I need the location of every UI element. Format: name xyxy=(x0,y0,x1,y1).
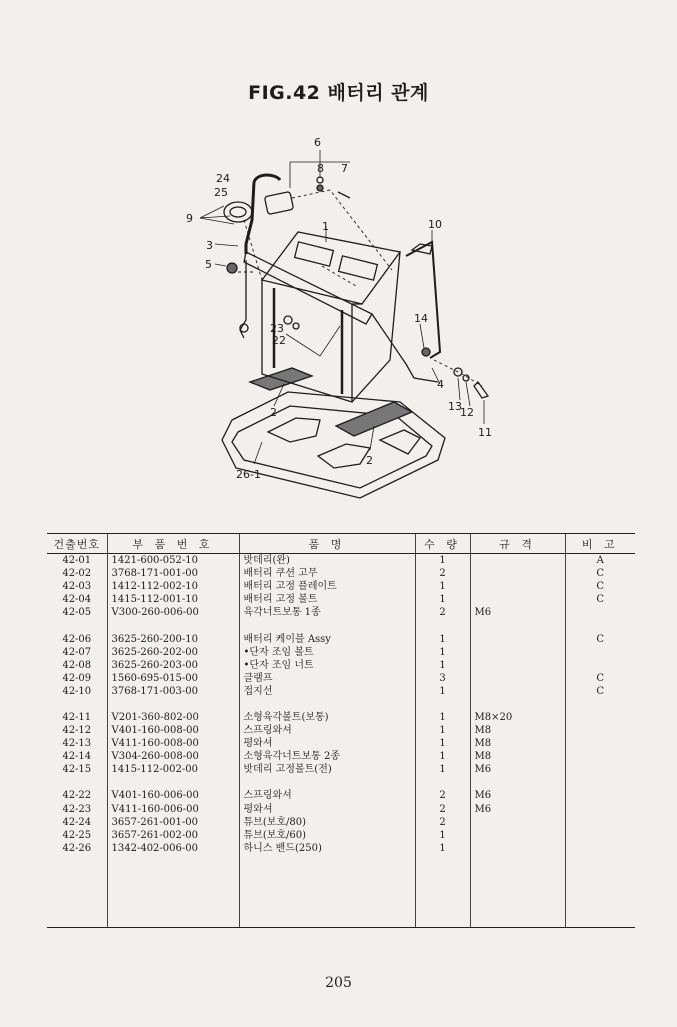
cell-part-name: 밧데리(완) xyxy=(239,554,415,568)
callout-23: 23 xyxy=(270,322,284,335)
cell-part-no: 1421-600-052-10 xyxy=(107,554,239,568)
table-row xyxy=(47,672,635,685)
cell-part-name: 배터리 쿠션 고무 xyxy=(239,567,415,580)
header-quantity: 수 량 xyxy=(415,534,470,554)
header-part-name: 품 명 xyxy=(239,534,415,554)
cell-ref-no: 42-22 xyxy=(62,790,92,802)
cell-remarks xyxy=(565,724,635,737)
cell-quantity: 1 xyxy=(415,829,470,842)
cell-remarks xyxy=(565,829,635,842)
callout-13: 13 xyxy=(448,400,462,413)
cell-remarks xyxy=(565,842,635,855)
cell-part-no: V411-160-006-00 xyxy=(107,803,239,816)
callout-6: 6 xyxy=(314,136,321,149)
table-header-row xyxy=(47,534,635,554)
cell-ref-no: 42-14 xyxy=(62,751,92,763)
cell-spec: M8 xyxy=(470,750,565,763)
spacer-cell xyxy=(47,619,107,632)
callout-2-right: 2 xyxy=(366,454,373,467)
parts-list-table xyxy=(47,533,635,928)
cell-ref-no: 42-13 xyxy=(62,738,92,750)
spacer-cell xyxy=(565,776,635,789)
cell-ref-no: 42-03 xyxy=(62,581,92,593)
cell-ref-no: 42-05 xyxy=(62,607,92,619)
cell-remarks: C xyxy=(565,580,635,593)
cell-spec xyxy=(470,593,565,606)
cell-spec xyxy=(470,554,565,568)
cell-part-name: 평와셔 xyxy=(239,737,415,750)
cell-part-no: V300-260-006-00 xyxy=(107,606,239,619)
callout-24: 24 xyxy=(216,172,230,185)
spacer-cell xyxy=(565,698,635,711)
cell-part-no: 1415-112-002-00 xyxy=(107,763,239,776)
table-row xyxy=(47,803,635,816)
spacer-cell xyxy=(107,698,239,711)
fixing-plate xyxy=(244,252,372,324)
header-part-no: 부 품 번 호 xyxy=(107,534,239,554)
terminal-cover xyxy=(264,191,293,214)
cell-remarks xyxy=(565,659,635,672)
cell-spec: M6 xyxy=(470,803,565,816)
table-row xyxy=(47,593,635,606)
cell-ref-no: 42-06 xyxy=(62,633,92,645)
cell-quantity: 1 xyxy=(415,750,470,763)
cell-part-name: 튜브(보호/60) xyxy=(239,829,415,842)
cell-part-name: 클램프 xyxy=(239,672,415,685)
spacer-cell xyxy=(470,619,565,632)
parts-list-body xyxy=(47,554,635,928)
cell-quantity: 1 xyxy=(415,646,470,659)
table-row xyxy=(47,659,635,672)
table-row xyxy=(47,763,635,776)
cell-ref-no: 42-24 xyxy=(62,816,92,828)
cell-ref-no: 42-12 xyxy=(62,725,92,737)
cell-remarks xyxy=(565,789,635,802)
cell-quantity: 1 xyxy=(415,593,470,606)
table-row xyxy=(47,606,635,619)
cell-part-name: 소형육각볼트(보통) xyxy=(239,711,415,724)
cell-part-no: V201-360-802-00 xyxy=(107,711,239,724)
callout-12: 12 xyxy=(460,406,474,419)
cell-spec xyxy=(470,632,565,645)
callout-5: 5 xyxy=(205,258,212,271)
spacer-cell xyxy=(107,855,239,928)
callout-10: 10 xyxy=(428,218,442,231)
cell-remarks xyxy=(565,711,635,724)
cell-remarks xyxy=(565,803,635,816)
group-spacer xyxy=(47,698,635,711)
page-number: 205 xyxy=(325,975,352,991)
cell-part-name: 배터리 케이블 Assy xyxy=(239,632,415,645)
cell-ref-no: 42-10 xyxy=(62,685,92,697)
cell-part-no: 3768-171-001-00 xyxy=(107,567,239,580)
cell-quantity: 1 xyxy=(415,554,470,568)
cell-quantity: 2 xyxy=(415,816,470,829)
table-row xyxy=(47,842,635,855)
header-ref-no: 건출번호 xyxy=(47,534,107,554)
cell-part-no: 1342-402-006-00 xyxy=(107,842,239,855)
cell-spec: M6 xyxy=(470,789,565,802)
spacer-cell xyxy=(47,776,107,789)
table-row xyxy=(47,685,635,698)
cell-remarks xyxy=(565,606,635,619)
cell-quantity: 1 xyxy=(415,632,470,645)
callout-3: 3 xyxy=(206,239,213,252)
cell-spec xyxy=(470,646,565,659)
cell-ref-no: 42-01 xyxy=(62,555,92,567)
table-row xyxy=(47,580,635,593)
spacer-cell xyxy=(107,776,239,789)
group-spacer xyxy=(47,619,635,632)
spacer-cell xyxy=(239,776,415,789)
cell-ref-no: 42-02 xyxy=(62,568,92,580)
cell-part-no: V304-260-008-00 xyxy=(107,750,239,763)
callout-2-left: 2 xyxy=(270,406,277,419)
callout-8: 8 xyxy=(317,162,324,175)
cell-part-name: •단자 조임 너트 xyxy=(239,659,415,672)
callout-14: 14 xyxy=(414,312,428,325)
cell-part-no: 1415-112-001-10 xyxy=(107,593,239,606)
table-row xyxy=(47,750,635,763)
cell-remarks xyxy=(565,750,635,763)
cell-part-no: 1412-112-002-10 xyxy=(107,580,239,593)
callout-25: 25 xyxy=(214,186,228,199)
cell-part-name: 스프링와셔 xyxy=(239,724,415,737)
callout-22: 22 xyxy=(272,334,286,347)
callout-4: 4 xyxy=(437,378,444,391)
cell-part-name: 밧데리 고정볼트(전) xyxy=(239,763,415,776)
cell-ref-no: 42-09 xyxy=(62,672,92,684)
cell-part-name: 스프링와셔 xyxy=(239,789,415,802)
cell-quantity: 2 xyxy=(415,803,470,816)
cell-spec xyxy=(470,567,565,580)
cell-spec xyxy=(470,842,565,855)
cell-part-no: 3768-171-003-00 xyxy=(107,685,239,698)
cell-remarks xyxy=(565,763,635,776)
table-row xyxy=(47,567,635,580)
cell-spec xyxy=(470,829,565,842)
spacer-cell xyxy=(239,619,415,632)
group-spacer xyxy=(47,776,635,789)
cell-spec xyxy=(470,816,565,829)
table-row xyxy=(47,816,635,829)
mounting-tray xyxy=(222,392,445,498)
cell-part-no: V411-160-008-00 xyxy=(107,737,239,750)
cell-remarks: C xyxy=(565,593,635,606)
spacer-cell xyxy=(415,776,470,789)
cell-spec: M8 xyxy=(470,724,565,737)
cell-quantity: 1 xyxy=(415,685,470,698)
cell-spec: M6 xyxy=(470,763,565,776)
cell-part-no: 3625-260-200-10 xyxy=(107,632,239,645)
cell-ref-no: 42-23 xyxy=(62,803,92,815)
cell-spec xyxy=(470,580,565,593)
callout-9: 9 xyxy=(186,212,193,225)
cell-part-no: 3657-261-001-00 xyxy=(107,816,239,829)
spacer-cell xyxy=(415,698,470,711)
cell-remarks xyxy=(565,737,635,750)
clamp-ring xyxy=(224,202,252,222)
table-row xyxy=(47,789,635,802)
cell-part-name: 소형육각너트보통 2종 xyxy=(239,750,415,763)
cell-ref-no: 42-08 xyxy=(62,659,92,671)
cell-part-no: V401-160-006-00 xyxy=(107,789,239,802)
table-row xyxy=(47,646,635,659)
cell-ref-no: 42-26 xyxy=(62,842,92,854)
spacer-cell xyxy=(107,619,239,632)
table-blank-area xyxy=(47,855,635,928)
cell-remarks: C xyxy=(565,632,635,645)
cell-part-name: 접지선 xyxy=(239,685,415,698)
cell-part-no: V401-160-008-00 xyxy=(107,724,239,737)
spacer-cell xyxy=(239,698,415,711)
cell-spec xyxy=(470,659,565,672)
callout-1: 1 xyxy=(322,220,329,233)
cell-spec xyxy=(470,672,565,685)
cell-ref-no: 42-07 xyxy=(62,646,92,658)
spacer-cell xyxy=(415,855,470,928)
cell-part-name: •단자 조임 볼트 xyxy=(239,646,415,659)
spacer-cell xyxy=(47,698,107,711)
spacer-cell xyxy=(565,855,635,928)
cell-quantity: 1 xyxy=(415,737,470,750)
cell-quantity: 1 xyxy=(415,763,470,776)
cell-quantity: 2 xyxy=(415,567,470,580)
spacer-cell xyxy=(565,619,635,632)
cell-spec: M6 xyxy=(470,606,565,619)
cell-part-name: 육각너트보통 1종 xyxy=(239,606,415,619)
cell-quantity: 2 xyxy=(415,789,470,802)
spacer-cell xyxy=(415,619,470,632)
spacer-cell xyxy=(470,855,565,928)
cell-remarks xyxy=(565,816,635,829)
cell-remarks: C xyxy=(565,567,635,580)
cell-quantity: 1 xyxy=(415,724,470,737)
spacer-cell xyxy=(47,855,107,928)
spacer-cell xyxy=(470,776,565,789)
spacer-cell xyxy=(470,698,565,711)
cell-quantity: 1 xyxy=(415,711,470,724)
cell-quantity: 3 xyxy=(415,672,470,685)
callout-7: 7 xyxy=(341,162,348,175)
callout-11: 11 xyxy=(478,426,492,439)
table-row xyxy=(47,632,635,645)
callout-26-1: 26-1 xyxy=(236,468,261,481)
battery-exploded-diagram xyxy=(0,120,677,520)
cell-quantity: 1 xyxy=(415,842,470,855)
cell-part-name: 하니스 밴드(250) xyxy=(239,842,415,855)
cell-quantity: 2 xyxy=(415,606,470,619)
table-row xyxy=(47,829,635,842)
cell-quantity: 1 xyxy=(415,659,470,672)
cell-part-name: 배터리 고정 볼트 xyxy=(239,593,415,606)
cell-spec: M8 xyxy=(470,737,565,750)
cell-part-name: 튜브(보호/80) xyxy=(239,816,415,829)
cell-ref-no: 42-11 xyxy=(62,711,92,723)
cell-remarks: A xyxy=(565,554,635,568)
cell-spec xyxy=(470,685,565,698)
cell-part-no: 1560-695-015-00 xyxy=(107,672,239,685)
header-spec: 규 격 xyxy=(470,534,565,554)
cell-remarks: C xyxy=(565,672,635,685)
cell-part-no: 3657-261-002-00 xyxy=(107,829,239,842)
table-row xyxy=(47,554,635,568)
spacer-cell xyxy=(239,855,415,928)
cell-remarks xyxy=(565,646,635,659)
cell-ref-no: 42-04 xyxy=(62,594,92,606)
cell-ref-no: 42-15 xyxy=(62,764,92,776)
cell-part-no: 3625-260-203-00 xyxy=(107,659,239,672)
cell-quantity: 1 xyxy=(415,580,470,593)
figure-title: FIG.42 배터리 관계 xyxy=(248,82,429,104)
header-remarks: 비 고 xyxy=(565,534,635,554)
cell-spec: M8×20 xyxy=(470,711,565,724)
table-row xyxy=(47,711,635,724)
table-row xyxy=(47,724,635,737)
cell-part-name: 배터리 고정 플레이트 xyxy=(239,580,415,593)
cell-part-no: 3625-260-202-00 xyxy=(107,646,239,659)
cell-ref-no: 42-25 xyxy=(62,829,92,841)
cell-remarks: C xyxy=(565,685,635,698)
cell-part-name: 평와셔 xyxy=(239,803,415,816)
table-row xyxy=(47,737,635,750)
